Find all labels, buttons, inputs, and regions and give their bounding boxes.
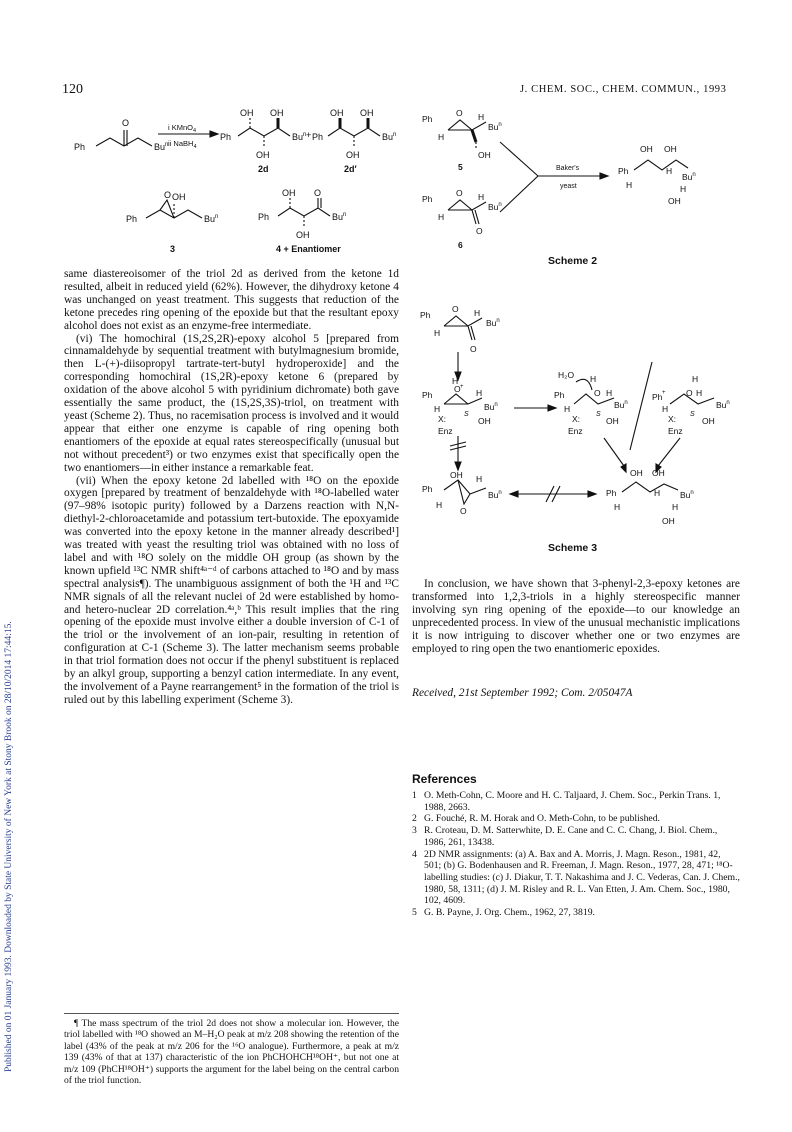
svg-text:H: H <box>438 132 445 142</box>
svg-text:Bun: Bu$^n$ <box>488 122 502 132</box>
svg-text:OH: OH <box>240 108 254 118</box>
svg-text:Enz: Enz <box>568 426 583 436</box>
svg-text:i KMnO4: i KMnO$_4$ <box>168 123 197 134</box>
svg-text:H: H <box>434 328 441 338</box>
references-list <box>412 790 740 919</box>
svg-text:H: H <box>666 166 673 176</box>
svg-text:H: H <box>654 488 661 498</box>
svg-text:O: O <box>454 384 461 394</box>
svg-text:H: H <box>614 502 621 512</box>
scheme-3-label: Scheme 3 <box>548 542 598 554</box>
svg-text:O: O <box>314 188 322 198</box>
svg-text:ii NaBH4: ii NaBH$_4$ <box>168 139 197 150</box>
scheme-2-label: Scheme 2 <box>548 255 598 267</box>
received-line: Received, 21st September 1992; Com. 2/05047A <box>412 687 633 699</box>
svg-text:H: H <box>476 388 483 398</box>
svg-text:OH: OH <box>652 468 665 478</box>
left-column-text <box>64 268 399 707</box>
footnote-text: ¶ The mass spectrum of the triol 2d does not show a molecular ion. However, the triol labelled with ¹⁸O showed an M–H₂O peak at m/z 208 showing the retention of the label (43% of the peak at m/z 206 for the ¹⁶O analogue). Furthermore, a peak at m/z 139 (43% of that at 137) characteristic of the ion PhCHOHCH¹⁸OH⁺, but not one at m/z 109 (PhCH¹⁸OH⁺) supports the argument for the label being on the central carbon of the triol function. <box>64 1018 399 1087</box>
svg-text:Ph: Ph <box>74 142 86 152</box>
svg-text:Ph: Ph <box>422 484 433 494</box>
svg-text:O: O <box>686 388 693 398</box>
svg-text:3: 3 <box>170 244 176 254</box>
svg-text:H: H <box>662 404 669 414</box>
svg-text:OH: OH <box>630 468 643 478</box>
svg-text:Ph: Ph <box>554 390 565 400</box>
svg-text:H: H <box>692 374 699 384</box>
svg-text:+: + <box>662 390 666 396</box>
svg-text:6: 6 <box>458 240 463 250</box>
svg-text:Bun: Bu$^n$ <box>486 318 500 328</box>
svg-text:OH: OH <box>296 230 310 240</box>
reaction-scheme-top <box>60 100 400 260</box>
svg-text:O: O <box>476 226 483 236</box>
paragraph-vii: (vii) When the epoxy ketone 2d labelled with ¹⁸O on the epoxide oxygen [prepared by treatment of benzaldehyde with ¹⁸O-labelled water (97–98% isotopic purity) followed by a Darzens reaction with N,N-diethyl-2-chloroacetamide and potassium tert-butoxide. The epoxyamide was converted into the epoxy ketone in the manner already described¹] was treated with yeast the resulting triol was obtained with no loss of label and with ¹⁸O solely on the middle OH group (as shown by the known upfield ¹³C NMR shift⁴ᵃ⁻ᵈ of carbons attached to ¹⁸O and by mass spectral analysis¶). The unambiguous assignment of both the ¹H and ¹³C NMR signals of all the relevant nuclei of 2d were established by homo- and hetero-nuclear 2D correlation.⁴ᵃ,ᵇ This result implies that the ring opening of the epoxide must involve either a double inversion of C-1 of the triol or the involvement of an ion-pair, resulting in retention of configuration at C-1 (Scheme 3). The latter mechanism seems probable in that triol formation does not occur if the phenyl substituent is replaced by an alkyl group, supporting a benzyl cation intermediate. In any event, the involvement of a Payne rearrangement⁵ in the formation of the triol is ruled out by this labelling experiment (Scheme 3). <box>64 474 399 706</box>
svg-text:Ph: Ph <box>126 214 138 224</box>
svg-text:H: H <box>672 502 679 512</box>
page-number: 120 <box>62 82 83 97</box>
svg-text:Bun: Bu$^n$ <box>204 214 219 224</box>
svg-text:Bun: Bu$^n$ <box>332 212 347 222</box>
paragraph-v-continuation: same diastereoisomer of the triol 2d as derived from the ketone 1d resulted, albeit in reduced yield (62%). However, the dihydroxy ketone 4 was unchanged on yeast treatment. This suggests that reduction of the ketone precedes ring opening of the epoxide but that the resultant epoxy alcohol does not exist as an enzyme-free intermediate. <box>64 268 399 332</box>
svg-text:H: H <box>590 374 597 384</box>
svg-text:O: O <box>122 118 130 128</box>
svg-text:5: 5 <box>458 162 463 172</box>
svg-text:Ph: Ph <box>312 132 324 142</box>
svg-text:O: O <box>456 108 463 118</box>
svg-text:OH: OH <box>346 150 360 160</box>
svg-text:X:: X: <box>438 414 447 424</box>
svg-text:Ph: Ph <box>606 488 617 498</box>
svg-text:OH: OH <box>172 192 186 202</box>
reference-item: 4 2D NMR assignments: (a) A. Bax and A. Morris, J. Magn. Reson., 1981, 42, 501; (b) G. Bodenhausen and R. Freeman, J. Magn. Reson., 1977, 28, 471; ¹⁸O-labelling studies: (c) J. Diakur, T. T. Nakashima and J. C. Vederas, Can. J. Chem., 1980, 58, 1311; (d) J. M. Risley and R. L. Van Etten, J. Am. Chem. Soc., 1980, 102, 4609. <box>412 848 740 907</box>
svg-text:Baker's: Baker's <box>556 165 580 172</box>
svg-text:OH: OH <box>640 144 653 154</box>
triol-2d-skeleton <box>238 128 290 136</box>
svg-text:H: H <box>606 388 613 398</box>
footnote <box>64 1018 399 1086</box>
svg-text:H: H <box>564 404 571 414</box>
svg-text:O: O <box>470 344 477 354</box>
svg-text:H: H <box>434 404 441 414</box>
reference-item: 5 G. B. Payne, J. Org. Chem., 1962, 27, 3819. <box>412 907 595 919</box>
download-watermark[interactable]: Published on 01 January 1993. Downloaded by State University of New York at Stony Brook on 28/10/2014 17:44:15. <box>4 621 14 1072</box>
svg-text:Bun: Bu$^n$ <box>614 400 628 410</box>
scheme-3-figure <box>418 300 738 530</box>
svg-text:S: S <box>464 411 469 418</box>
svg-text:O: O <box>460 506 467 516</box>
svg-text:H: H <box>478 192 485 202</box>
svg-text:OH: OH <box>282 188 296 198</box>
svg-text:Bun: Bu$^n$ <box>484 402 498 412</box>
svg-text:Ph: Ph <box>420 310 431 320</box>
svg-text:H: H <box>474 308 481 318</box>
svg-text:OH: OH <box>668 196 681 206</box>
svg-text:Bun: Bu$^n$ <box>382 132 397 142</box>
svg-text:OH: OH <box>606 416 619 426</box>
svg-text:OH: OH <box>478 150 491 160</box>
final-triol-skeleton <box>622 482 678 492</box>
svg-text:H₂O: H₂O <box>558 370 575 380</box>
svg-text:OH: OH <box>450 470 463 480</box>
svg-text:Ph: Ph <box>422 114 433 124</box>
svg-text:H: H <box>696 388 703 398</box>
svg-text:S: S <box>596 411 601 418</box>
svg-text:Ph: Ph <box>422 390 433 400</box>
svg-text:H: H <box>438 212 445 222</box>
svg-text:H: H <box>478 112 485 122</box>
svg-text:OH: OH <box>330 108 344 118</box>
svg-text:4 + Enantiomer: 4 + Enantiomer <box>276 244 341 254</box>
converging-line-top <box>500 142 538 176</box>
svg-text:OH: OH <box>662 516 675 526</box>
svg-text:Bun: Bu$^n$ <box>488 202 502 212</box>
conclusion-block <box>412 578 740 655</box>
svg-text:OH: OH <box>664 144 677 154</box>
svg-text:Bun: Bu$^n$ <box>682 172 696 182</box>
svg-text:O: O <box>452 304 459 314</box>
svg-text:Bun: Bu$^n$ <box>680 490 694 500</box>
svg-text:H: H <box>476 474 483 484</box>
svg-text:OH: OH <box>702 416 715 426</box>
references-heading: References <box>412 772 477 786</box>
svg-text:X:: X: <box>572 414 581 424</box>
svg-text:Ph: Ph <box>618 166 629 176</box>
svg-text:H: H <box>680 184 687 194</box>
reference-item: 2 G. Fouché, R. M. Horak and O. Meth-Cohn, to be published. <box>412 813 660 825</box>
reference-item: 3 R. Croteau, D. M. Satterwhite, D. E. Cane and C. C. Chang, J. Biol. Chem., 1986, 261, 13438. <box>412 825 718 848</box>
svg-text:Bun: Bu$^n$ <box>716 400 730 410</box>
converge-arrow-left <box>604 438 624 466</box>
svg-text:Ph: Ph <box>652 392 663 402</box>
dihydroxy-ketone-4-skeleton <box>278 208 330 216</box>
converging-line-bottom <box>500 176 538 212</box>
triol-2dprime-skeleton <box>328 128 380 136</box>
svg-text:H: H <box>452 376 459 386</box>
svg-text:Bun: Bu$^n$ <box>154 142 169 152</box>
svg-text:Ph: Ph <box>258 212 270 222</box>
svg-text:2d: 2d <box>258 164 269 174</box>
svg-text:Bun: Bu$^n$ <box>292 132 307 142</box>
conclusion-paragraph: In conclusion, we have shown that 3-phenyl-2,3-epoxy ketones are transformed into 1,2,3-triols in a highly stereospecific manner involving syn ring opening of the epoxide—to our knowledge an unprecedented process. In view of the unusual mechanistic implications it is now intriguing to discover whether one or two enzymes are employed to ring open the two enantiomeric epoxides. <box>412 578 740 655</box>
svg-text:OH: OH <box>478 416 491 426</box>
divider-slash <box>630 362 652 450</box>
svg-text:yeast: yeast <box>560 183 577 190</box>
svg-text:O: O <box>164 190 172 200</box>
svg-text:Enz: Enz <box>438 426 453 436</box>
svg-text:+: + <box>306 130 312 140</box>
scheme-2-figure <box>420 108 730 268</box>
svg-text:O: O <box>594 388 601 398</box>
svg-text:OH: OH <box>256 150 270 160</box>
footnote-divider <box>64 1013 399 1014</box>
svg-text:X:: X: <box>668 414 677 424</box>
svg-text:Enz: Enz <box>668 426 683 436</box>
svg-text:H: H <box>436 500 443 510</box>
svg-text:Ph: Ph <box>422 194 433 204</box>
product-triol-skeleton <box>634 160 688 170</box>
svg-text:O: O <box>456 188 463 198</box>
svg-text:+: + <box>460 384 464 390</box>
journal-header: J. CHEM. SOC., CHEM. COMMUN., 1993 <box>520 84 727 95</box>
svg-text:S: S <box>690 411 695 418</box>
svg-text:H: H <box>626 180 633 190</box>
svg-text:2d′: 2d′ <box>344 164 357 174</box>
converge-arrow-right <box>658 438 680 466</box>
svg-text:OH: OH <box>270 108 284 118</box>
reference-item: 1 O. Meth-Cohn, C. Moore and H. C. Taljaard, J. Chem. Soc., Perkin Trans. 1, 1988, 2663. <box>412 790 721 813</box>
svg-text:Ph: Ph <box>220 132 232 142</box>
paragraph-vi: (vi) The homochiral (1S,2S,2R)-epoxy alcohol 5 [prepared from cinnamaldehyde by sequential treatment with butylmagnesium bromide, then L-(+)-diisopropyl tartrate-tert-butyl hydroperoxide] and the corresponding homochiral (1S,2R)-epoxy ketone 6 (prepared by oxidation of the above alcohol 5 with pyridinium dichromate) both gave essentially the same product, the (1S,2S,3S)-triol, on treatment with yeast (Scheme 2). Thus, no racemisation process is involved and it would appear that either one enzyme is capable of ring opening both enantiomers of the epoxide at equal rates stereospecifically (unusual but not without precedent³) or two enzymes exist that specifically open the two enantiomers—in either instance a remarkable feat. <box>64 332 399 474</box>
svg-text:Bun: Bu$^n$ <box>488 490 502 500</box>
svg-text:OH: OH <box>360 108 374 118</box>
